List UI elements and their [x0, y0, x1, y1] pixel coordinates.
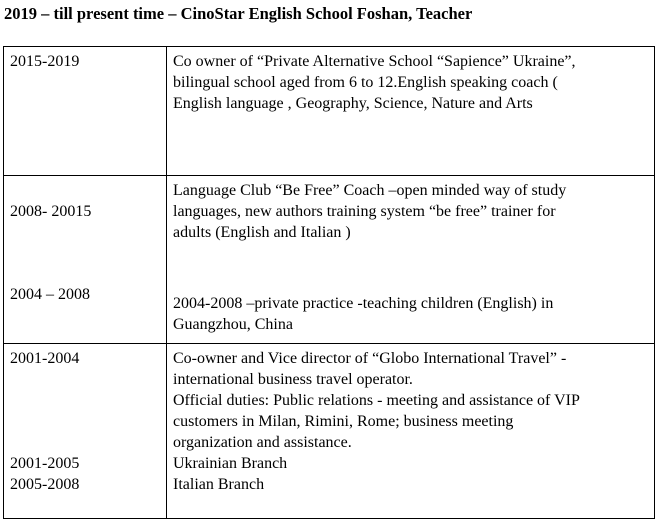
description-line: languages, new authors training system “be free” trainer for [173, 203, 556, 220]
description-line: Official duties: Public relations - meeting and assistance of VIP [173, 392, 580, 409]
table-row [4, 176, 655, 344]
year-label: 2001-2005 [10, 455, 80, 472]
description-block [173, 180, 645, 243]
description-line: Guangzhou, China [173, 316, 293, 333]
description-line: organization and assistance. [173, 434, 352, 451]
years-cell [4, 176, 167, 344]
year-label: 2008- 20015 [10, 203, 92, 220]
description-line: Co owner of “Private Alternative School “Sapience” Ukraine”, [173, 53, 576, 70]
description-line: Language Club “Be Free” Coach –open minded way of study [173, 182, 567, 199]
description-line: 2004-2008 –private practice -teaching children (English) in [173, 295, 554, 312]
description-cell [167, 47, 655, 176]
description-block [173, 348, 645, 495]
table-row [4, 47, 655, 176]
description-cell [167, 344, 655, 519]
description-line: English language , Geography, Science, Nature and Arts [173, 95, 533, 112]
description-line: bilingual school aged from 6 to 12.English speaking coach ( [173, 74, 558, 91]
description-cell [167, 176, 655, 344]
year-label: 2015-2019 [10, 53, 80, 70]
description-line: international business travel operator. [173, 371, 413, 388]
table-row [4, 344, 655, 519]
description-line: Italian Branch [173, 476, 265, 493]
job-heading: 2019 – till present time – CinoStar English School Foshan, Teacher [4, 4, 473, 23]
years-cell [4, 344, 167, 519]
year-label: 2005-2008 [10, 476, 80, 493]
years-cell [4, 47, 167, 176]
description-line: adults (English and Italian ) [173, 224, 351, 241]
description-block [173, 293, 645, 335]
description-line: Co-owner and Vice director of “Globo International Travel” - [173, 350, 567, 367]
experience-table [3, 46, 655, 519]
description-line: customers in Milan, Rimini, Rome; business meeting [173, 413, 514, 430]
description-block [173, 51, 645, 114]
description-line: Ukrainian Branch [173, 455, 288, 472]
year-label: 2001-2004 [10, 350, 80, 367]
year-label: 2004 – 2008 [10, 286, 90, 303]
